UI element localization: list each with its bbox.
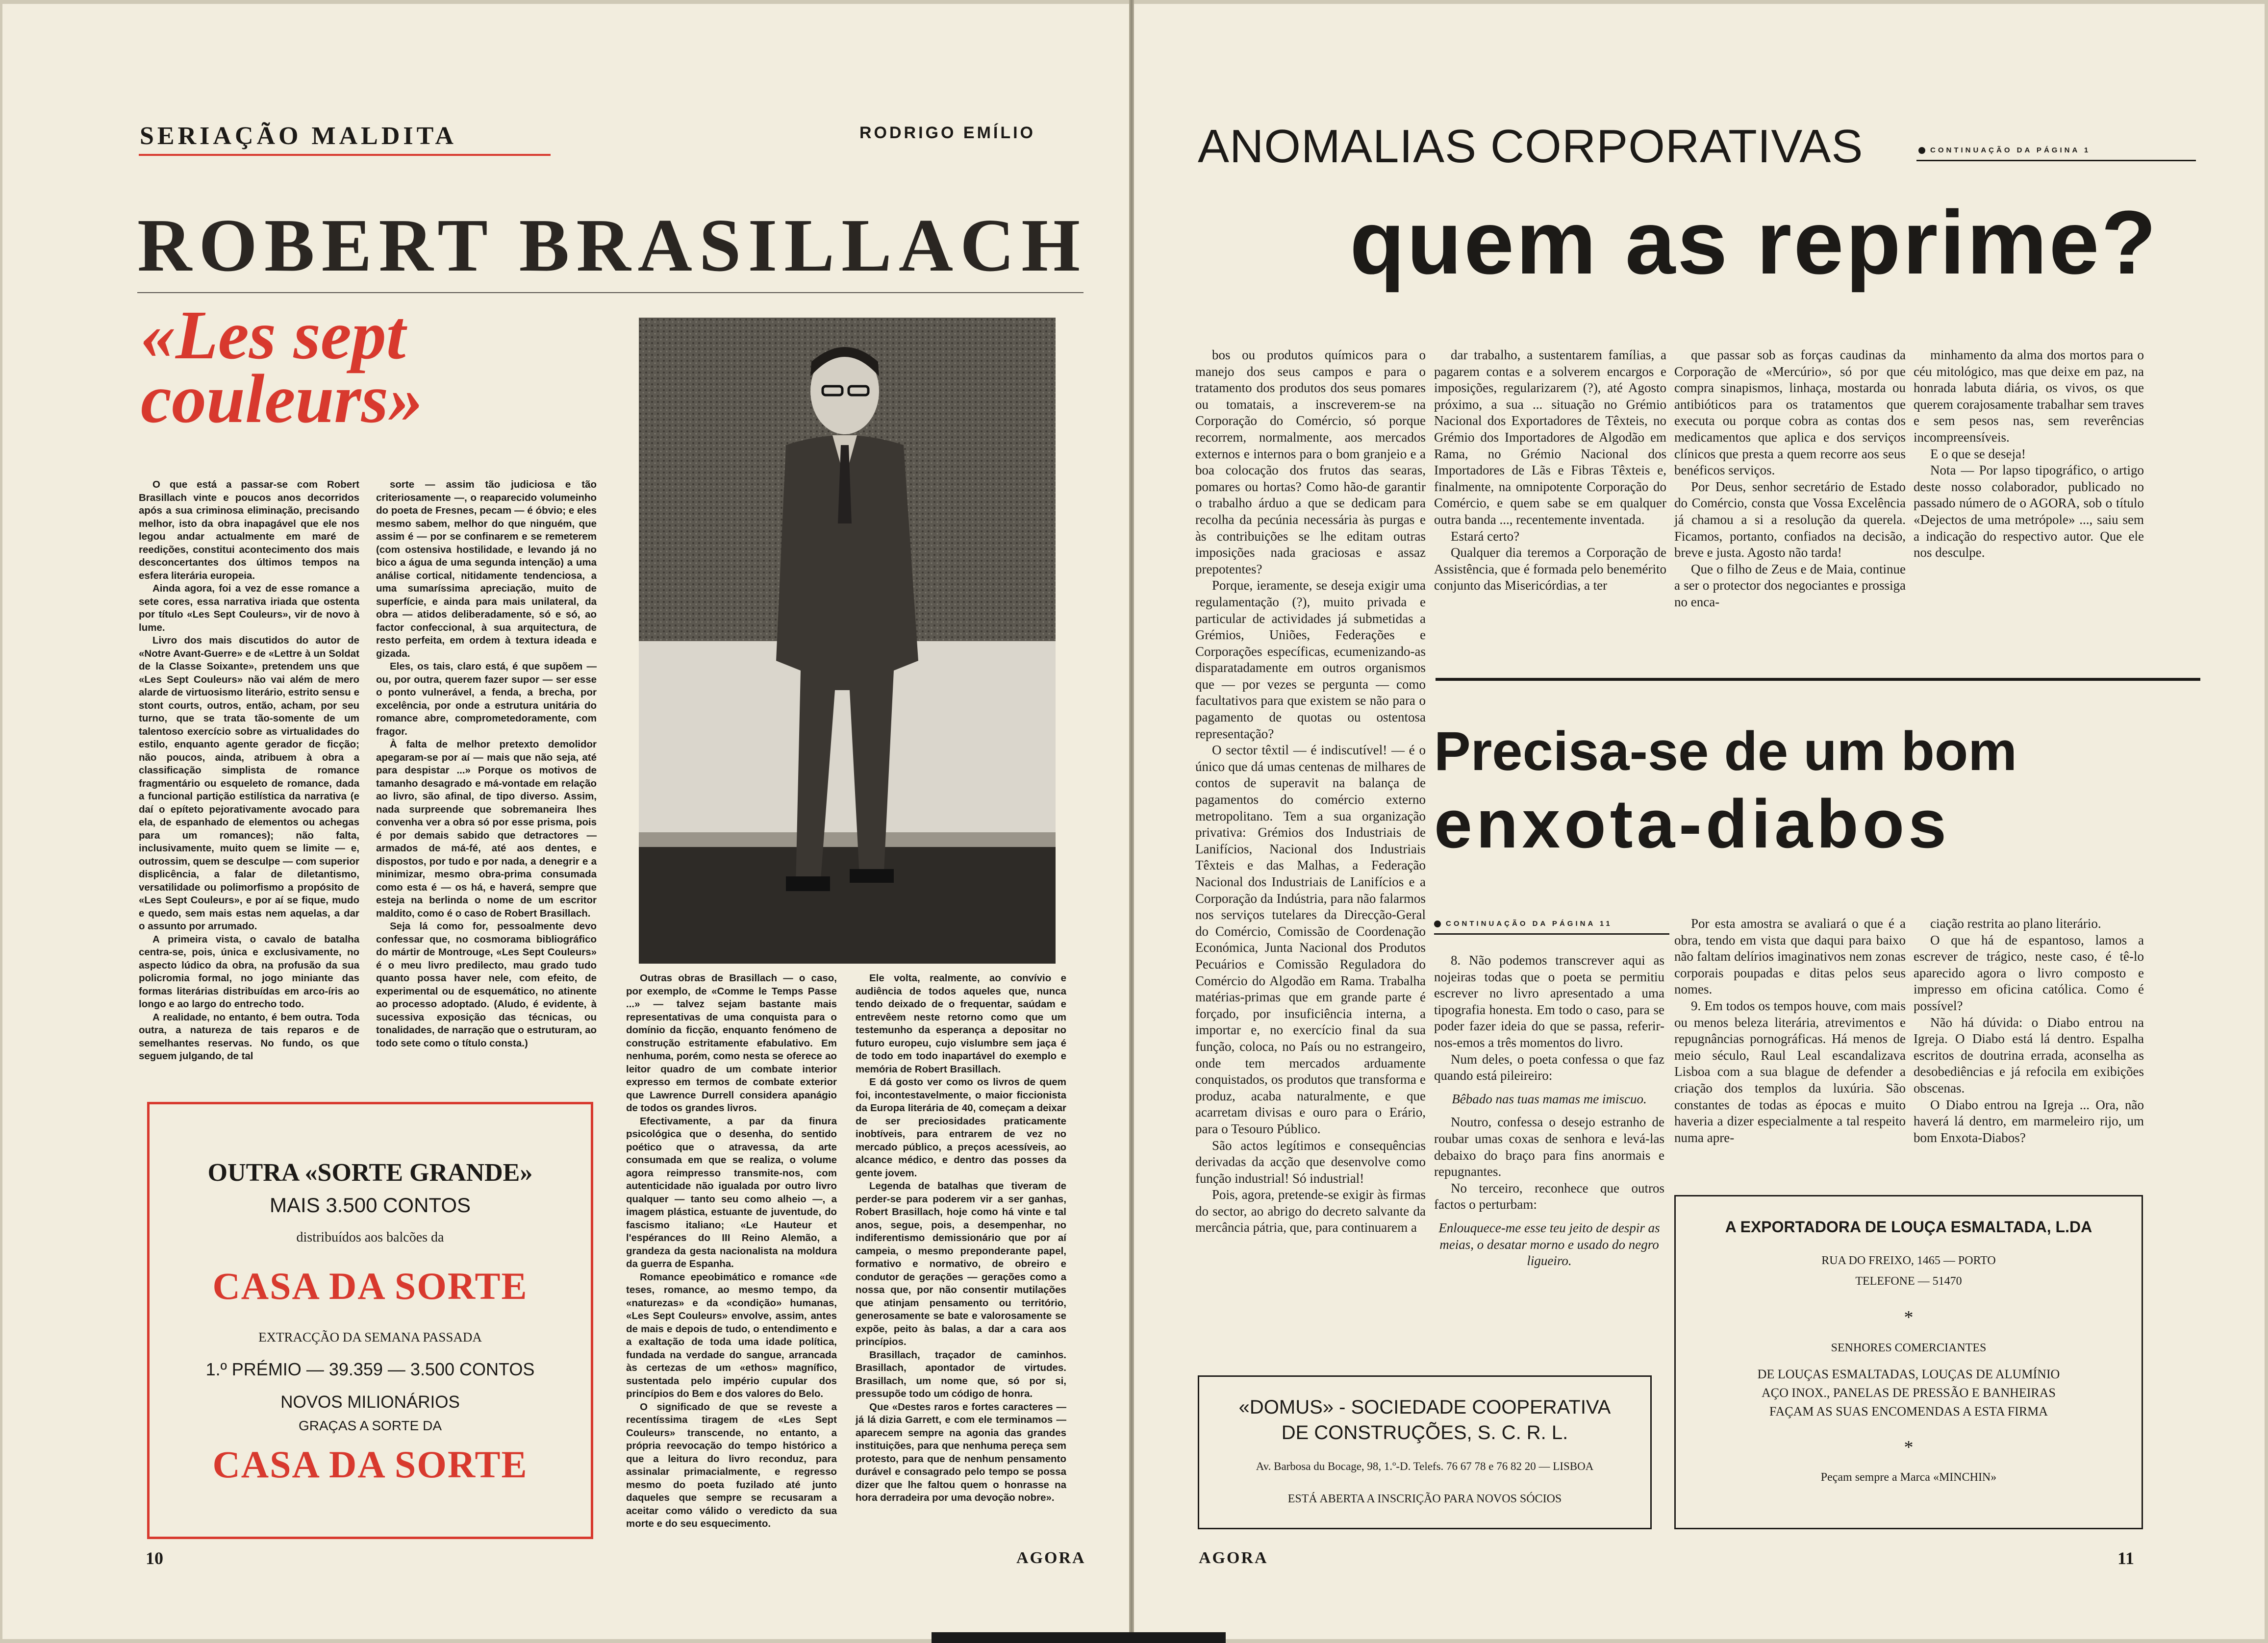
louca-ad <box>1674 1195 2143 1529</box>
top-column-1 <box>1195 347 1426 1236</box>
domus-line1: «DOMUS» - SOCIEDADE COOPERATIVA <box>1238 1396 1611 1418</box>
ad-prize: 1.º PRÉMIO — 39.359 — 3.500 CONTOS <box>205 1359 535 1379</box>
paragraph: 9. Em todos os tempos houve, com mais ou menos beleza literária, atrevimentos e repugnâncias pornográficas. Há menos de meio século, Raul Leal escandalizava Lisboa com a sua blague de defender a criação dos templos da luxúria. São constantes de todas as épocas e muito haveria a dizer especialmente a tal respeito numa apre- <box>1674 998 1906 1145</box>
paragraph: E dá gosto ver como os livros de quem foi, incontestavelmente, o maior ficcionista da Europa literária de 40, começam a deixar de ser preciosidades praticamente inobtíveis, para entrarem de vez no mercado público, a preços acessíveis, ao alcance médico, e dentro das posses da gente jovem. <box>856 1076 1066 1179</box>
paragraph: Por Deus, senhor secretário de Estado do Comércio, consta que Vossa Excelência já chamou a si a resolução da querela. Ficamos, portanto, confiados na decisão, breve e justa. Agosto não tarda! <box>1674 479 1906 560</box>
paragraph: O sector têxtil — é indiscutível! — é o único que dá umas centenas de milhares de contos de superavit na balança de pagamentos do comércio externo metropolitano. Tem a sua organização privativa: Grémios dos Industriais de Lanifícios, Nacional dos Industriais Têxteis e das Malhas, a Federação Nacional dos Industriais de Lanifícios e a Corporação da Indústria, para não falarmos nos serviços tutelares da Direcção-Geral do Comércio, Comissão de Coordenação Económica, Junta Nacional dos Produtos Pecuários e Comissão Reguladora do Comércio do Algodão em Rama. Trabalha matérias-primas que em grande parte é forçado, por insuficiência interna, a importar e, no exercício final da sua função, coloca, no País ou no estrangeiro, onde tem mercados arduamente conquistados, os produtos que transforma e produz, acaba naturalmente, e que acarretam divisas e ouro para o Erário, para o Tesouro Público. <box>1195 743 1426 1136</box>
section-label: SERIAÇÃO MALDITA <box>140 122 457 150</box>
ad-thanks: GRAÇAS A SORTE DA <box>298 1418 442 1433</box>
paragraph: sorte — assim tão judiciosa e tão criteriosamente —, o reaparecido volumeinho do poeta de Fresnes, pecam — é óbvio; e eles mesmo sabem, melhor do que ninguém, que assim é — por se confinarem e se remeterem (com ostensiva hostilidade, e levando já no bico a água de uma segunda intenção) a uma análise cortical, nitidamente tendenciosa, a uma sumaríssima apreciação, muito de superfície, e ainda para mais unilateral, da obra — atidos deliberadamente, só e só, ao factor confeccional, à sua arquitectura, de resto perfeita, em ordem à textura ideada e gizada. <box>376 479 597 659</box>
paragraph: Seja lá como for, pessoalmente devo confessar que, no cosmorama bibliográfico do mártir de Montrouge, «Les Sept Couleurs» é o meu livro predilecto, mau grado tudo quanto possa haver nele, com efeito, de experimental ou de esquemático, no atinente ao processo adoptado. (Aludo, é evidente, à sucessiva exposição das técnicas, ou tonalidades, de narração que o estruturam, ao todo sete como o título consta.) <box>376 921 597 1049</box>
continuation-note-top <box>1918 146 2091 154</box>
paragraph: A primeira vista, o cavalo de batalha centra-se, pois, única e exclusivamente, no aspecto lúdico da obra, na profusão da sua policromia formal, no jogo miniante das formas literárias distribuídas em arco-íris ao longo e ao largo do entrecho todo. <box>139 933 359 1010</box>
paragraph: Eles, os tais, claro está, é que supõem — ou, por outra, querem fazer supor — ser esse o ponto vulnerável, a fenda, a brecha, por excelência, por onde a estrutura unitária do romance abre, comprometedoramente, com fragor. <box>376 661 597 737</box>
section-header: ANOMALIAS CORPORATIVAS <box>1198 120 1864 173</box>
continuation-rule-mid <box>1434 933 1669 935</box>
scan-calibration-strip <box>932 1632 1226 1643</box>
quote: Enlouquece-me esse teu jeito de despir as meias, o desatar morno e usado do negro ligueiro. <box>1438 1220 1660 1269</box>
footer-name-left: AGORA <box>1016 1549 1086 1567</box>
star-icon-2: * <box>1904 1437 1914 1458</box>
ad-extraction: EXTRACÇÃO DA SEMANA PASSADA <box>258 1330 482 1344</box>
top-column-2 <box>1434 347 1666 594</box>
louca-closing: Peçam sempre a Marca «MINCHIN» <box>1820 1471 1997 1484</box>
casa-da-sorte-ad <box>147 1102 593 1539</box>
continuation-label: CONTINUAÇÃO DA PÁGINA 11 <box>1446 920 1613 928</box>
paragraph: bos ou produtos químicos para o manejo dos seus campos e para o tratamento dos produtos dos seus pomares ou tomatais, a inscreverem-se na Corporação do Comércio, só porque recorrem, normalmente, aos mercados externos e internos para o bom granjeio e a boa colocação dos frutos das searas, pomares ou hortas? Como hão-de garantir o trabalho árduo a que se dedicam para recolha da pecúnia necessária às purgas e às contribuições se lhe editam outras imposições nada graciosas e assaz prepotentes? <box>1195 348 1426 576</box>
paragraph: Num deles, o poeta confessa o que faz quando está pileireiro: <box>1434 1051 1664 1083</box>
paragraph: O Diabo entrou na Igreja ... Ora, não haverá lá dentro, em marmeleiro rijo, um bom Enxota-Diabos? <box>1914 1097 2144 1145</box>
article-column-2 <box>376 478 597 1050</box>
star-icon: * <box>1904 1307 1914 1328</box>
louca-body1: DE LOUÇAS ESMALTADAS, LOUÇAS DE ALUMÍNIO <box>1757 1367 2060 1381</box>
paragraph: O significado de que se reveste a recentíssima tiragem de «Les Sept Couleurs» transcende, no entanto, a própria reevocação do tempo histórico a que a leitura do livro reconduz, para assinalar primacialmente, e regresso mesmo do poeta fuzilado até junto daqueles que sempre se recusaram a aceitar como válido o veredicto da sua morte e do seu esquecimento. <box>626 1401 837 1529</box>
ad-brand-name-2: CASA DA SORTE <box>212 1443 528 1486</box>
main-headline: quem as reprime? <box>1350 192 2159 293</box>
bottom-column-2 <box>1674 916 1906 1146</box>
paragraph: E o que se deseja! <box>1930 446 2026 461</box>
paragraph: À falta de melhor pretexto demolidor apegaram-se por aí — mais que não seja, até para despistar ...» Porque os motivos de tamanho desagrado e má-vontade em relação ao livro, são afinal, de tipo diverso. Assim, nada surpreende que sobremaneira lhes convenha ver a obra só por esse prisma, pois é por demais sabido que detractores — armados de má-fé, até aos dentes, e dispostos, por tudo e por nada, a denegrir e a minimizar, mesmo obra-prima consumada como esta é — os há, e haverá, sempre que esteja na berlinda o nome de um escritor maldito, como é o caso de Robert Brasillach. <box>376 739 597 919</box>
ad-distributed: distribuídos aos balcões da <box>296 1230 444 1245</box>
paragraph: Efectivamente, a par da finura psicológica que o desenha, do sentido poético que o atravessa, da arte consumada em que se realiza, o volume agora reimpresso transmite-nos, com autenticidade não igualada por outro livro qualquer — tanto seu como alheio —, a imagem plástica, estuante de juventude, do fascismo italiano; «Le Hauteur et l'espérances do III Reino Alemão, a grandeza da gesta nacionalista na moldura da guerra de Espanha. <box>626 1115 837 1270</box>
second-headline-line2: enxota-diabos <box>1434 785 1951 862</box>
paragraph: Legenda de batalhas que tiveram de perder-se para poderem vir a ser ganhas, Robert Brasillach, hoje como há vinte e tal anos, segue, pois, a desempenhar, no indiferentismo demissionário que por aí campeia, o mesmo preponderante papel, formativo e normativo, de obreiro e condutor de gerações — gerações como a nossa que, por não consentir mutilações que atinjam pensamento ou território, generosamente se bate e valorosamente se expõe, peito às balas, a dar a cara aos princípios. <box>856 1180 1066 1347</box>
title-rule <box>137 292 1084 293</box>
ad-amount: MAIS 3.500 CONTOS <box>269 1194 471 1217</box>
paragraph: que passar sob as forças caudinas da Corporação de «Mercúrio», só por que compra sinapismos, linhaça, mostarda ou antibióticos para os tratamentos que executa ou porque cobra as contas dos medicamentos que aplica e dos serviços clínicos que presta a quem recorre aos seus benéficos serviços. <box>1674 348 1906 478</box>
paragraph: Romance epeobimático e romance «de teses, romance, ao mesmo tempo, da «naturezas» e da «condição» humanas, «Les Sept Couleurs» envolve, assim, antes de mais e depois de tudo, o entendimento e a exaltação de toda uma idade política, fundada na verdade do sangue, arrancada às certezas de um «ethos» magnífico, sustentada pelo império cupular dos princípios do Bem e dos valores do Belo. <box>626 1271 837 1399</box>
paragraph: Brasillach, traçador de caminhos. Brasillach, apontador de virtudes. Brasillach, um nome que, só por si, pressupõe todo um código de honra. <box>856 1349 1066 1399</box>
louca-address: RUA DO FREIXO, 1465 — PORTO <box>1821 1254 1996 1267</box>
section-underline <box>139 154 551 156</box>
paragraph: Ainda agora, foi a vez de esse romance a sete cores, essa narrativa iriada que ostenta por título «Les Sept Couleurs», vir de novo à lume. <box>139 583 359 633</box>
louca-phone: TELEFONE — 51470 <box>1855 1275 1962 1288</box>
continuation-note-mid <box>1434 920 1613 928</box>
paragraph: Que «Destes raros e fortes caracteres — já lá dizia Garrett, e com ele terminamos — aparecem sempre na agonia das grandes instituições, para que nenhuma pereça sem protesto, para que de nenhum pensamento durável e consagrado pelo tempo se possa dizer que lhe faltou quem o honrasse na hora derradeira por uma devoção nobre». <box>856 1401 1066 1503</box>
domus-address: Av. Barbosa du Bocage, 98, 1.º-D. Telefs. 76 67 78 e 76 82 20 — LISBOA <box>1256 1460 1594 1472</box>
paragraph: 8. Não podemos transcrever aqui as nojeiras todas que o poeta se permitiu escrever no livro apresentado a uma tipografia honesta. Em todo o caso, para se poder fazer ideia do que se passa, referir-nos-emos a três momentos do livro. <box>1434 953 1664 1050</box>
paragraph: Porque, ieramente, se deseja exigir uma regulamentação (?), muito privada e particular de actividades já submetidas a Grémios, Uniões, Federações e Corporações específicas, ecumenizando-as disparatadamente em outros organismos que — por vezes se pergunta — como facultativos para que existem se não para o pagamento de quotas ou ostentosa representação? <box>1195 578 1426 741</box>
page-number-left: 10 <box>146 1548 163 1568</box>
right-page <box>1134 4 2265 1639</box>
page-spine <box>1129 0 1134 1643</box>
paragraph: Qualquer dia teremos a Corporação de Assistência, que é formada pelo benemérito conjunto das Misericórdias, a ter <box>1434 545 1666 593</box>
left-page <box>2 4 1129 1639</box>
paragraph: O que há de espantoso, lamos a escrever de trágico, neste caso, é tê-lo aparecido agora o livro composto e impresso em oficina católica. Como é possível? <box>1914 932 2144 1013</box>
article-column-1 <box>139 478 359 1063</box>
paragraph: Livro dos mais discutidos do autor de «Notre Avant-Guerre» e de «Lettre à un Soldat de la Classe Soixante», pretendem uns que «Les Sept Couleurs» não vai além de mero alarde de virtuosismo literário, estrito sensu e stont courts, outros, então, acham, por seu turno, que se trata tão-somente de um talentoso exercício sobre as virtualidades do estilo, enquanto agente gerador de ficção; não poucos, ainda, atribuem à obra a classificação simplista de romance fragmentário ou esqueleto de romance, dada a funcional partição estilística da narrativa (e daí o epíteto pejorativamente avocado para ela, de espanhado de elementos ou achegas para um romances); não falta, inclusivamente, muito quem se limite — e, outrossim, quem se desculpe — com superior displicência, a falar de diletantismo, versatilidade ou polimorfismo a propósito de «Les Sept Couleurs», e por aí se fique, mudo e quedo, sem mais estas nem aquelas, a dar o assunto por arrumado. <box>139 635 359 932</box>
article-subtitle: «Les sept couleurs» <box>141 296 423 437</box>
louca-greeting: SENHORES COMERCIANTES <box>1831 1342 1987 1354</box>
article-title: ROBERT BRASILLACH <box>137 204 1087 287</box>
paragraph: Noutro, confessa o desejo estranho de roubar umas coxas de senhora e levá-las debaixo do braço para fins anormais e repugnantes. <box>1434 1115 1664 1179</box>
louca-body2: AÇO INOX., PANELAS DE PRESSÃO E BANHEIRAS <box>1762 1386 2056 1400</box>
continuation-label: CONTINUAÇÃO DA PÁGINA 1 <box>1930 146 2091 154</box>
ad-millionaires: NOVOS MILIONÁRIOS <box>280 1393 460 1412</box>
paragraph: O que está a passar-se com Robert Brasillach vinte e poucos anos decorridos após a sua criminosa eliminação, precisando melhor, isto da obra inapagável que ele nos legou andar actualmente em maré de reedições, constitui acontecimento dos mais desconcertantes dos últimos tempos na esfera literária europeia. <box>139 479 359 581</box>
paragraph: minhamento da alma dos mortos para o céu mitológico, mas que deixe em paz, na honrada labuta diária, os vivos, os que querem corajosamente trabalhar sem traves e sem pesos nas, sem reverências incompreensíveis. <box>1914 348 2144 445</box>
louca-body3: FAÇAM AS SUAS ENCOMENDAS A ESTA FIRMA <box>1769 1404 2048 1419</box>
article-column-4 <box>856 972 1066 1505</box>
paragraph: São actos legítimos e consequências derivadas da acção que desenvolve como função industrial! Só industrial! <box>1195 1138 1426 1186</box>
paragraph: ciação restrita ao plano literário. <box>1930 916 2101 931</box>
ad-brand-name: CASA DA SORTE <box>212 1265 528 1307</box>
continuation-rule <box>1916 160 2196 161</box>
author-portrait-image <box>639 318 1056 964</box>
paragraph: Estará certo? <box>1451 528 1520 544</box>
bottom-column-1 <box>1434 952 1664 1276</box>
footer-name-right: AGORA <box>1199 1549 1268 1567</box>
domus-ad <box>1198 1375 1652 1529</box>
bullet-icon <box>1918 147 1925 154</box>
paragraph: Ele volta, realmente, ao convívio e audiência de todos aqueles que, nunca tendo deixado de o frequentar, saúdam e entrevêem neste retorno como que um testemunho da esperança a depositar no futuro europeu, cujo vislumbre sem jaça é de todo em todo inapartável do exemplo e memória de Robert Brasillach. <box>856 972 1066 1075</box>
ad-headline: OUTRA «SORTE GRANDE» <box>207 1159 533 1187</box>
top-column-3 <box>1674 347 1906 611</box>
top-column-4 <box>1914 347 2144 561</box>
author-name: RODRIGO EMÍLIO <box>859 124 1035 142</box>
domus-line2: DE CONSTRUÇÕES, S. C. R. L. <box>1281 1422 1568 1444</box>
paragraph: A realidade, no entanto, é bem outra. Toda outra, a natureza de tais reparos e de semelhantes reservas. No fundo, os que seguem julgando, de tal <box>139 1011 359 1062</box>
paragraph: Nota — Por lapso tipográfico, o artigo deste nosso colaborador, publicado no passado número de o AGORA, sob o título «Dejectos de uma metrópole» ..., saiu sem a indicação do respectivo autor. Que ele nos desculpe. <box>1914 463 2144 560</box>
paragraph: Não há dúvida: o Diabo entrou na Igreja. O Diabo está lá dentro. Espalha escritos de doutrina errada, aconselha as desobediências e já refocila em exibições obscenas. <box>1914 1015 2144 1095</box>
louca-title: A EXPORTADORA DE LOUÇA ESMALTADA, L.DA <box>1725 1218 2092 1236</box>
bullet-icon <box>1434 921 1441 927</box>
second-headline-line1: Precisa-se de um bom <box>1434 721 2017 782</box>
bottom-column-3 <box>1914 916 2144 1146</box>
page-number-right: 11 <box>2117 1548 2135 1568</box>
paragraph: Por esta amostra se avaliará o que é a obra, tendo em vista que daqui para baixo não faltam delírios imaginativos nem zonas corporais poupadas e ditas pelos seus nomes. <box>1674 916 1906 997</box>
paragraph: dar trabalho, a sustentarem famílias, a pagarem contas e a solverem encargos e imposições, regularizarem (?), até Agosto próximo, a sua ... situação no Grémio Nacional dos Exportadores de Têxteis, no Grémio dos Importadores de Algodão em Rama, no Grémio Nacional dos Importadores de Lãs e Fibras Têxteis e, finalmente, na omnipotente Corporação do Comércio, e quem sabe se em qualquer outra banda ..., recentemente inventada. <box>1434 348 1666 527</box>
section-divider <box>1436 678 2200 681</box>
article-column-3 <box>626 972 837 1531</box>
paragraph: Que o filho de Zeus e de Maia, continue a ser o protector dos negociantes e prossiga no enca- <box>1674 561 1906 609</box>
paragraph: No terceiro, reconhece que outros factos o perturbam: <box>1434 1180 1664 1212</box>
paragraph: Pois, agora, pretende-se exigir às firmas do sector, ao abrigo do decreto salvante da mercância pátria, que, para continuarem a <box>1195 1187 1426 1235</box>
paragraph: Outras obras de Brasillach — o caso, por exemplo, de «Comme le Temps Passe ...» — talvez sejam bastante mais representativas de uma conquista para o domínio da ficção, enquanto fenómeno de construção estritamente efabulativo. Em nenhuma, porém, como nesta se oferece ao leitor quadro de um combate interior expresso em termos de combate exterior que Lawrence Durrell considera apanágio de todos os grandes livros. <box>626 972 837 1114</box>
quote: Bêbado nas tuas mamas me imiscuo. <box>1452 1091 1647 1106</box>
author-photo <box>639 318 1056 964</box>
domus-notice: ESTÁ ABERTA A INSCRIÇÃO PARA NOVOS SÓCIOS <box>1287 1493 1562 1505</box>
